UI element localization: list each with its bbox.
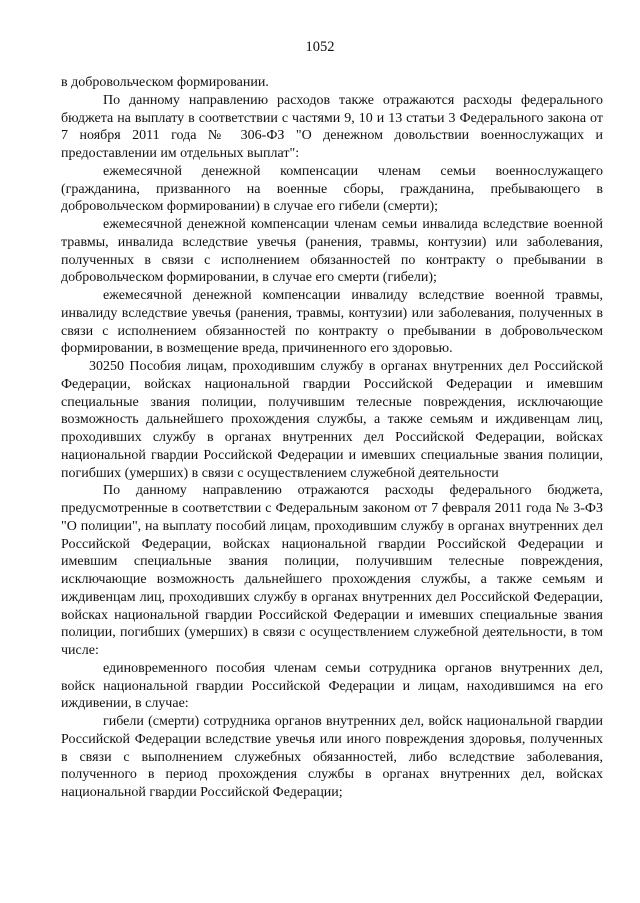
paragraph-compensation-invalid: ежемесячной денежной компенсации инвалиду вследствие военной травмы, инвалиду вследствие увечья (ранения, травмы, контузии) или заболевания, полученных в связи с исполнением обязанностей по контракту о пребывании в добровольческом формировании, в возмещение вреда, причиненного его здоровью.	[61, 288, 603, 357]
paragraph-compensation-invalid-family: ежемесячной денежной компенсации членам семьи инвалида вследствие военной травмы, инвалида вследствие увечья (ранения, травмы, контузии) или заболевания, полученных в связи с исполнением обязанностей по контракту о пребывании в добровольческом формировании, в случае его смерти (гибели);	[61, 217, 603, 286]
document-body	[61, 74, 603, 802]
page-number: 1052	[305, 39, 335, 55]
paragraph-lump-sum-benefit: единовременного пособия членам семьи сотрудника органов внутренних дел, войск национальной гвардии Российской Федерации и лицам, находившимся на его иждивении, в случае:	[61, 660, 603, 712]
paragraph-code-30250-heading: 30250 Пособия лицам, проходившим службу в органах внутренних дел Российской Федерации, войсках национальной гвардии Российской Федерации и имевшим специальные звания полиции, получившим телесные повреждения, исключающие возможность дальнейшего прохождения службы, а также семьям и иждивенцам лиц, проходивших службу в органах внутренних дел Российской Федерации, войсках национальной гвардии Российской Федерации и имевших специальные звания полиции, погибших (умерших) в связи с осуществлением служебной деятельности	[61, 359, 603, 481]
paragraph-police-benefits: По данному направлению отражаются расходы федерального бюджета, предусмотренные в соответствии с Федеральным законом от 7 февраля 2011 года № 3-ФЗ "О полиции", на выплату пособий лицам, проходившим службу в органах внутренних дел Российской Федерации, войсках национальной гвардии Российской Федерации и имевшим специальные звания полиции, получившим телесные повреждения, исключающие возможность дальнейшего прохождения службы, а также семьям и иждивенцам лиц, проходивших службу в органах внутренних дел Российской Федерации, войсках национальной гвардии Российской Федерации и имевших специальные звания полиции, погибших (умерших) в связи с осуществлением служебной деятельности, в том числе:	[61, 483, 603, 658]
paragraph-compensation-family: ежемесячной денежной компенсации членам семьи военнослужащего (гражданина, призванного на военные сборы, гражданина, пребывающего в добровольческом формировании) в случае его гибели (смерти);	[61, 163, 603, 215]
paragraph-death-case: гибели (смерти) сотрудника органов внутренних дел, войск национальной гвардии Российской Федерации вследствие увечья или иного повреждения здоровья, полученных в связи с выполнением служебных обязанностей, либо вследствие заболевания, полученного в период прохождения службы в органах внутренних дел, войсках национальной гвардии Российской Федерации;	[61, 714, 603, 800]
paragraph-continuation: в добровольческом формировании.	[61, 75, 269, 90]
paragraph-expenses-intro: По данному направлению расходов также отражаются расходы федерального бюджета на выплату в соответствии с частями 9, 10 и 13 статьи 3 Федерального закона от 7 ноября 2011 года № 306-ФЗ "О денежном довольствии военнослужащих и предоставлении им отдельных выплат":	[61, 92, 603, 161]
